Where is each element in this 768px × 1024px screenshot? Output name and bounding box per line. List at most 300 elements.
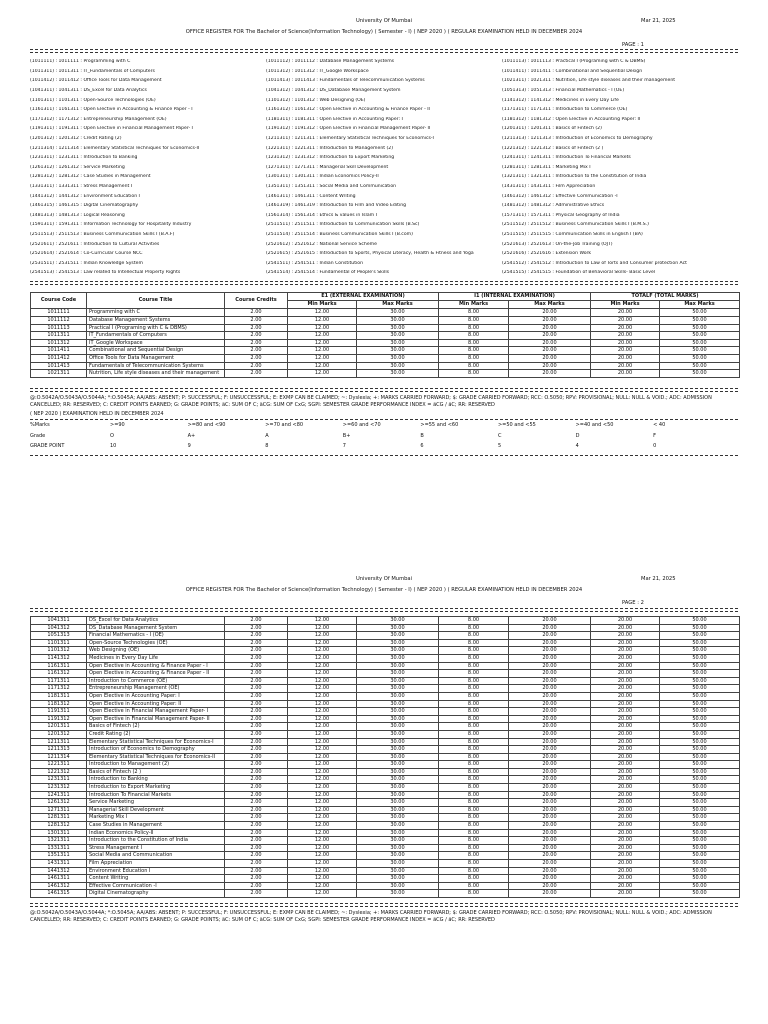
- course-code-entry: (1261312) : 1261312 : Service Marketing: [30, 164, 125, 170]
- i1-min-cell: 8.00: [439, 692, 509, 700]
- total-max-cell: 50.00: [660, 875, 740, 883]
- i1-min-cell: 8.00: [439, 844, 509, 852]
- course-code-entry: (1191311) : 1191311 : Open Elective in Financial Management Paper- I: [30, 126, 193, 132]
- course-code-cell: 1441312: [31, 867, 87, 875]
- total-max-cell: 50.00: [660, 882, 740, 890]
- e1-max-cell: 30.00: [357, 822, 439, 830]
- grade-value: D: [575, 432, 580, 439]
- course-code-entry: (1231311) : 1231311 : Introduction to Banking: [30, 155, 138, 161]
- course-code-cell: 1221311: [31, 761, 87, 769]
- total-max-cell: 50.00: [660, 355, 740, 363]
- total-min-cell: 20.00: [591, 799, 660, 807]
- course-code-entry: (1171311) : 1171311 : Introduction to Commerce (OE): [502, 107, 628, 113]
- i1-max-cell: 20.00: [509, 776, 591, 784]
- e1-min-cell: 12.00: [288, 339, 357, 347]
- course-title-cell: Introduction to Export Marketing: [87, 784, 225, 792]
- total-max-cell: 50.00: [660, 761, 740, 769]
- e1-max-cell: 30.00: [357, 317, 439, 325]
- e1-min-cell: 12.00: [288, 662, 357, 670]
- course-credits-cell: 2.00: [225, 738, 288, 746]
- course-title-cell: Elementary Statistical Techniques for Economics-I: [87, 738, 225, 746]
- university-name: University Of Mumbai: [355, 18, 413, 24]
- i1-min-cell: 8.00: [439, 685, 509, 693]
- grade-value: C: [497, 432, 502, 439]
- course-code-cell: 1201312: [31, 730, 87, 738]
- grade-value: A+: [187, 432, 196, 439]
- course-title-cell: Effective Communication -I: [87, 882, 225, 890]
- course-code-row: [30, 182, 738, 192]
- e1-min-cell: 12.00: [288, 829, 357, 837]
- course-code-cell: 1011411: [31, 347, 87, 355]
- i1-min-cell: 8.00: [439, 799, 509, 807]
- course-code-row: [30, 105, 738, 115]
- course-code-row: [30, 191, 738, 201]
- course-credits-cell: 2.00: [225, 617, 288, 625]
- e1-max-cell: 30.00: [357, 761, 439, 769]
- table-row: [31, 776, 740, 784]
- course-code-entry: (1211311) : 1211311 : Elementary Statistical Techniques for Economics-I: [266, 136, 434, 142]
- course-title-cell: Open-Source Technologies (OE): [87, 639, 225, 647]
- course-credits-cell: 2.00: [225, 692, 288, 700]
- course-code-row: [30, 143, 738, 153]
- course-code-entry: (1221312) : 1221312 : Basics of Fintech (2 ): [502, 145, 604, 151]
- e1-min-cell: 12.00: [288, 890, 357, 898]
- i1-max-cell: 20.00: [509, 829, 591, 837]
- e1-min-cell: 12.00: [288, 799, 357, 807]
- course-code-cell: 1011113: [31, 324, 87, 332]
- i1-max-cell: 20.00: [509, 791, 591, 799]
- i1-max-cell: 20.00: [509, 309, 591, 317]
- course-code-entry: (2511511) : 2511511 : Introduction to Communication Skills (B.Sc): [266, 222, 420, 228]
- i1-max-cell: 20.00: [509, 768, 591, 776]
- page-header: [0, 558, 768, 606]
- course-credits-cell: 2.00: [225, 829, 288, 837]
- course-code-entry: (1011411) : 1011411 : Combinational and Sequential Design: [502, 68, 643, 74]
- i1-max-cell: 20.00: [509, 632, 591, 640]
- header-e1-max: Max Marks: [357, 301, 439, 309]
- course-code-row: [30, 86, 738, 96]
- i1-max-cell: 20.00: [509, 639, 591, 647]
- course-code-cell: 1271311: [31, 806, 87, 814]
- total-min-cell: 20.00: [591, 639, 660, 647]
- page-header: [0, 0, 768, 48]
- course-credits-cell: 2.00: [225, 339, 288, 347]
- e1-min-cell: 12.00: [288, 746, 357, 754]
- table-row: [31, 685, 740, 693]
- total-max-cell: 50.00: [660, 799, 740, 807]
- course-code-entry: (1561314) : 1561314 : Ethics & values in Islam I: [266, 212, 377, 218]
- course-title-cell: Case Studies in Management: [87, 822, 225, 830]
- course-credits-cell: 2.00: [225, 806, 288, 814]
- legend-divider: [30, 903, 738, 907]
- course-code-cell: 1161312: [31, 670, 87, 678]
- course-code-entry: (1041312) : 1041312 : DS_Database Management System: [266, 88, 401, 94]
- course-code-row: [30, 153, 738, 163]
- course-title-cell: Elementary Statistical Techniques for Economics-II: [87, 753, 225, 761]
- e1-max-cell: 30.00: [357, 309, 439, 317]
- i1-min-cell: 8.00: [439, 647, 509, 655]
- course-code-entry: (2541514) : 2541514 : Fundamental of People's Skills: [266, 270, 390, 276]
- grade-value: >=70 and <80: [265, 422, 304, 429]
- total-min-cell: 20.00: [591, 806, 660, 814]
- e1-min-cell: 12.00: [288, 715, 357, 723]
- total-min-cell: 20.00: [591, 700, 660, 708]
- course-title-cell: Social Media and Communication: [87, 852, 225, 860]
- course-code-entry: (1191312) : 1191312 : Open Elective in Financial Management Paper- II: [266, 126, 431, 132]
- e1-min-cell: 12.00: [288, 837, 357, 845]
- report-title: OFFICE REGISTER FOR The Bachelor of Science(Information Technology) ( Semester - I) ( NEP 2020 ) ( REGULAR EXAMINATION HELD IN DECEMBER 2024: [185, 29, 583, 35]
- total-min-cell: 20.00: [591, 715, 660, 723]
- table-row: [31, 347, 740, 355]
- i1-max-cell: 20.00: [509, 647, 591, 655]
- report-title: OFFICE REGISTER FOR The Bachelor of Science(Information Technology) ( Semester - I) ( NEP 2020 ) ( REGULAR EXAMINATION HELD IN DECEMBER 2024: [185, 587, 583, 593]
- i1-min-cell: 8.00: [439, 814, 509, 822]
- course-code-row: [30, 211, 738, 221]
- i1-max-cell: 20.00: [509, 670, 591, 678]
- i1-min-cell: 8.00: [439, 700, 509, 708]
- e1-min-cell: 12.00: [288, 768, 357, 776]
- e1-min-cell: 12.00: [288, 867, 357, 875]
- e1-min-cell: 12.00: [288, 639, 357, 647]
- course-credits-cell: 2.00: [225, 324, 288, 332]
- course-credits-cell: 2.00: [225, 708, 288, 716]
- i1-min-cell: 8.00: [439, 662, 509, 670]
- course-code-cell: 1181311: [31, 692, 87, 700]
- table-row: [31, 362, 740, 370]
- course-credits-cell: 2.00: [225, 867, 288, 875]
- table-row: [31, 639, 740, 647]
- course-code-row: [30, 172, 738, 182]
- total-max-cell: 50.00: [660, 370, 740, 378]
- table-row: [31, 624, 740, 632]
- course-title-cell: IT_Google Workspace: [87, 339, 225, 347]
- e1-max-cell: 30.00: [357, 647, 439, 655]
- course-code-cell: 1211313: [31, 746, 87, 754]
- i1-min-cell: 8.00: [439, 776, 509, 784]
- i1-min-cell: 8.00: [439, 784, 509, 792]
- course-code-row: [30, 95, 738, 105]
- grade-row-label: Grade: [30, 432, 46, 439]
- i1-min-cell: 8.00: [439, 860, 509, 868]
- report-date: Mar 21, 2025: [641, 18, 676, 24]
- table-row: [31, 317, 740, 325]
- e1-max-cell: 30.00: [357, 662, 439, 670]
- i1-max-cell: 20.00: [509, 852, 591, 860]
- course-code-entry: (1101311) : 1101311 : Open-Source Technologies (OE): [30, 97, 156, 103]
- e1-min-cell: 12.00: [288, 685, 357, 693]
- i1-min-cell: 8.00: [439, 317, 509, 325]
- total-max-cell: 50.00: [660, 692, 740, 700]
- course-code-row: [30, 249, 738, 259]
- e1-max-cell: 30.00: [357, 844, 439, 852]
- legend-text: @:O.5042A/O.5043A/O.5044A; *:O.5045A; AA/ABS: ABSENT; P: SUCCESSFUL; F: UNSUCCESSFUL; E: EXMP CAN BE CLAIMED; ~: Dyslexia; +: MARKS CARRIED FORWARD; $: GRADE CARRIED FORWARD; RCC: O.5050; RPV: PROVISIONAL; NULL: NULL & VOID.; ADC: ADMISSION CANCELLED; RR: RESERVED; C: CREDIT POINTS EARNED; G: GRADE POINTS; äC: SUM OF C; äCG: SUM OF CxG; SGPI: SEMESTER GRADE PERFORMANCE INDEX = äCG / äC; RR: RESERVED: [30, 909, 712, 923]
- course-code-cell: 1211314: [31, 753, 87, 761]
- e1-min-cell: 12.00: [288, 738, 357, 746]
- course-code-entry: (1181312) : 1181312 : Open Elective in Accounting Paper: II: [502, 116, 641, 122]
- e1-min-cell: 12.00: [288, 677, 357, 685]
- e1-min-cell: 12.00: [288, 723, 357, 731]
- legend-text: @:O.5042A/O.5043A/O.5044A; *:O.5045A; AA/ABS: ABSENT; P: SUCCESSFUL; F: UNSUCCESSFUL; E: EXMP CAN BE CLAIMED; ~: Dyslexia; +: MARKS CARRIED FORWARD; $: GRADE CARRIED FORWARD; RCC: O.5050; RPV: PROVISIONAL; NULL: NULL & VOID.; ADC: ADMISSION CANCELLED; RR: RESERVED; C: CREDIT POINTS EARNED; G: GRADE POINTS; äC: SUM OF C; äCG: SUM OF CxG; SGPI: SEMESTER GRADE PERFORMANCE INDEX = äCG / äC; RR: RESERVED: [30, 394, 712, 408]
- table-row: [31, 700, 740, 708]
- total-max-cell: 50.00: [660, 339, 740, 347]
- total-max-cell: 50.00: [660, 362, 740, 370]
- course-code-entry: (1331311) : 1331311 : Stress Management I: [30, 184, 133, 190]
- grade-value: O: [110, 432, 114, 439]
- i1-min-cell: 8.00: [439, 347, 509, 355]
- total-min-cell: 20.00: [591, 617, 660, 625]
- course-code-entry: (2511515) : 2511515 : Communication Skills in English I (BA): [502, 231, 643, 237]
- e1-min-cell: 12.00: [288, 632, 357, 640]
- e1-max-cell: 30.00: [357, 768, 439, 776]
- e1-max-cell: 30.00: [357, 890, 439, 898]
- grade-value: 8: [265, 443, 269, 450]
- course-code-cell: 1211311: [31, 738, 87, 746]
- total-min-cell: 20.00: [591, 309, 660, 317]
- course-code-cell: 1011112: [31, 317, 87, 325]
- course-code-entry: (1321311) : 1321311 : Introduction to the Constitution of India: [502, 174, 647, 180]
- total-max-cell: 50.00: [660, 647, 740, 655]
- course-code-cell: 1461315: [31, 890, 87, 898]
- course-code-cell: 1051313: [31, 632, 87, 640]
- e1-min-cell: 12.00: [288, 814, 357, 822]
- course-credits-cell: 2.00: [225, 639, 288, 647]
- course-credits-cell: 2.00: [225, 654, 288, 662]
- course-credits-cell: 2.00: [225, 882, 288, 890]
- total-max-cell: 50.00: [660, 890, 740, 898]
- e1-min-cell: 12.00: [288, 324, 357, 332]
- e1-max-cell: 30.00: [357, 730, 439, 738]
- course-code-entry: (2511513) : 2511513 : Business Communication Skills I (B.A.F): [30, 231, 175, 237]
- table-row: [31, 867, 740, 875]
- course-credits-cell: 2.00: [225, 317, 288, 325]
- course-code-entry: (1431311) : 1431311 : Film Appreciation: [502, 184, 596, 190]
- total-min-cell: 20.00: [591, 784, 660, 792]
- course-credits-cell: 2.00: [225, 844, 288, 852]
- e1-min-cell: 12.00: [288, 784, 357, 792]
- course-code-entry: (1141312) : 1141312 : Medicines in Every Day Life: [502, 97, 619, 103]
- course-title-cell: Open Elective in Accounting & Finance Paper - I: [87, 662, 225, 670]
- course-title-cell: Managerial Skill Development: [87, 806, 225, 814]
- table-row: [31, 670, 740, 678]
- total-min-cell: 20.00: [591, 746, 660, 754]
- table-row: [31, 837, 740, 845]
- e1-max-cell: 30.00: [357, 753, 439, 761]
- total-min-cell: 20.00: [591, 867, 660, 875]
- grade-value: B+: [342, 432, 351, 439]
- course-code-cell: 1011111: [31, 309, 87, 317]
- total-min-cell: 20.00: [591, 776, 660, 784]
- course-code-cell: 1241311: [31, 791, 87, 799]
- i1-max-cell: 20.00: [509, 347, 591, 355]
- total-max-cell: 50.00: [660, 670, 740, 678]
- course-code-list: [30, 57, 738, 278]
- course-code-entry: (1351311) : 1351311 : Social Media and Communication: [266, 184, 397, 190]
- course-credits-cell: 2.00: [225, 309, 288, 317]
- i1-max-cell: 20.00: [509, 844, 591, 852]
- e1-min-cell: 12.00: [288, 708, 357, 716]
- total-min-cell: 20.00: [591, 317, 660, 325]
- e1-max-cell: 30.00: [357, 685, 439, 693]
- grade-end-divider: [30, 455, 738, 456]
- e1-max-cell: 30.00: [357, 799, 439, 807]
- i1-max-cell: 20.00: [509, 677, 591, 685]
- grade-value: 7: [342, 443, 346, 450]
- grade-value: >=55 and <60: [420, 422, 459, 429]
- course-credits-cell: 2.00: [225, 685, 288, 693]
- e1-max-cell: 30.00: [357, 670, 439, 678]
- i1-max-cell: 20.00: [509, 837, 591, 845]
- total-max-cell: 50.00: [660, 309, 740, 317]
- total-min-cell: 20.00: [591, 730, 660, 738]
- course-code-cell: 1041311: [31, 617, 87, 625]
- total-max-cell: 50.00: [660, 715, 740, 723]
- course-code-entry: (1051313) : 1051313 : Financial Mathematics - I (OE): [502, 88, 625, 94]
- i1-min-cell: 8.00: [439, 738, 509, 746]
- table-row: [31, 890, 740, 898]
- course-credits-cell: 2.00: [225, 753, 288, 761]
- e1-min-cell: 12.00: [288, 624, 357, 632]
- i1-max-cell: 20.00: [509, 324, 591, 332]
- total-max-cell: 50.00: [660, 829, 740, 837]
- table-row: [31, 617, 740, 625]
- course-credits-cell: 2.00: [225, 347, 288, 355]
- table-row: [31, 875, 740, 883]
- course-code-entry: (1011112) : 1011112 : Database Management Systems: [266, 59, 395, 65]
- total-max-cell: 50.00: [660, 654, 740, 662]
- total-max-cell: 50.00: [660, 723, 740, 731]
- total-max-cell: 50.00: [660, 738, 740, 746]
- course-code-entry: (1281311) : 1281311 : Marketing Mix I: [502, 164, 591, 170]
- e1-max-cell: 30.00: [357, 339, 439, 347]
- header-course-code: Course Code: [31, 292, 87, 309]
- table-row: [31, 708, 740, 716]
- course-title-cell: Open Elective in Financial Management Paper- II: [87, 715, 225, 723]
- table-row: [31, 860, 740, 868]
- course-code-entry: (1231312) : 1231312 : Introduction to Export Marketing: [266, 155, 395, 161]
- e1-min-cell: 12.00: [288, 822, 357, 830]
- table-row: [31, 692, 740, 700]
- course-code-row: [30, 258, 738, 268]
- e1-max-cell: 30.00: [357, 715, 439, 723]
- i1-max-cell: 20.00: [509, 746, 591, 754]
- e1-min-cell: 12.00: [288, 730, 357, 738]
- total-min-cell: 20.00: [591, 332, 660, 340]
- course-code-row: [30, 115, 738, 125]
- course-code-cell: 1321311: [31, 837, 87, 845]
- i1-max-cell: 20.00: [509, 882, 591, 890]
- course-code-row: [30, 134, 738, 144]
- course-code-entry: (1271311) : 1271311 : Managerial Skill Development: [266, 164, 389, 170]
- course-credits-cell: 2.00: [225, 875, 288, 883]
- course-code-entry: (1461315) : 1461315 : Digital Cinematography: [30, 203, 139, 209]
- i1-min-cell: 8.00: [439, 761, 509, 769]
- course-code-row: [30, 201, 738, 211]
- course-title-cell: Database Management Systems: [87, 317, 225, 325]
- i1-max-cell: 20.00: [509, 784, 591, 792]
- course-code-entry: (2521615) : 2521615 : Introduction to Sports, Physical Literacy, Health & Fitness and Yoga: [266, 251, 474, 257]
- i1-min-cell: 8.00: [439, 677, 509, 685]
- course-code-entry: (1161311) : 1161311 : Open Elective in Accounting & Finance Paper - I: [30, 107, 193, 113]
- i1-max-cell: 20.00: [509, 738, 591, 746]
- i1-min-cell: 8.00: [439, 715, 509, 723]
- e1-min-cell: 12.00: [288, 844, 357, 852]
- total-min-cell: 20.00: [591, 692, 660, 700]
- e1-max-cell: 30.00: [357, 746, 439, 754]
- i1-max-cell: 20.00: [509, 723, 591, 731]
- table-row: [31, 632, 740, 640]
- course-code-cell: 1101312: [31, 647, 87, 655]
- grade-row-label: %Marks: [30, 422, 50, 429]
- course-title-cell: Web Designing (OE): [87, 647, 225, 655]
- grade-value: >=80 and <90: [187, 422, 226, 429]
- course-credits-cell: 2.00: [225, 799, 288, 807]
- course-title-cell: Introduction of Economics to Demography: [87, 746, 225, 754]
- course-code-entry: (2521616) : 2521616 : Extension Work: [502, 251, 592, 257]
- total-min-cell: 20.00: [591, 339, 660, 347]
- e1-max-cell: 30.00: [357, 806, 439, 814]
- total-min-cell: 20.00: [591, 670, 660, 678]
- total-min-cell: 20.00: [591, 753, 660, 761]
- table-row: [31, 324, 740, 332]
- course-code-entry: (2521612) : 2521612 : National Service Scheme: [266, 241, 377, 247]
- table-row: [31, 662, 740, 670]
- e1-max-cell: 30.00: [357, 882, 439, 890]
- table-row: [31, 730, 740, 738]
- course-title-cell: Medicines in Every Day Life: [87, 654, 225, 662]
- course-code-cell: 1011413: [31, 362, 87, 370]
- table-row: [31, 715, 740, 723]
- course-code-cell: 1351311: [31, 852, 87, 860]
- i1-max-cell: 20.00: [509, 355, 591, 363]
- course-credits-cell: 2.00: [225, 852, 288, 860]
- total-min-cell: 20.00: [591, 723, 660, 731]
- course-code-entry: (1301311) : 1301311 : Indian Economics Policy-II: [266, 174, 379, 180]
- total-min-cell: 20.00: [591, 844, 660, 852]
- e1-max-cell: 30.00: [357, 776, 439, 784]
- i1-min-cell: 8.00: [439, 624, 509, 632]
- course-code-entry: (1461311) : 1461311 : Content Writing: [266, 193, 356, 199]
- i1-min-cell: 8.00: [439, 639, 509, 647]
- table-row: [31, 309, 740, 317]
- marks-table: [30, 292, 740, 378]
- grade-value: >=40 and <50: [575, 422, 614, 429]
- total-min-cell: 20.00: [591, 768, 660, 776]
- course-code-cell: 1041312: [31, 624, 87, 632]
- course-code-entry: (1161312) : 1161312 : Open Elective in Accounting & Finance Paper - II: [266, 107, 430, 113]
- total-max-cell: 50.00: [660, 746, 740, 754]
- e1-min-cell: 12.00: [288, 776, 357, 784]
- i1-max-cell: 20.00: [509, 339, 591, 347]
- course-credits-cell: 2.00: [225, 860, 288, 868]
- e1-min-cell: 12.00: [288, 654, 357, 662]
- course-credits-cell: 2.00: [225, 670, 288, 678]
- table-row: [31, 654, 740, 662]
- course-credits-cell: 2.00: [225, 890, 288, 898]
- e1-max-cell: 30.00: [357, 837, 439, 845]
- course-code-cell: 1201311: [31, 723, 87, 731]
- course-title-cell: Practical I (Programing with C & DBMS): [87, 324, 225, 332]
- course-code-cell: 1231311: [31, 776, 87, 784]
- e1-max-cell: 30.00: [357, 639, 439, 647]
- i1-max-cell: 20.00: [509, 654, 591, 662]
- i1-min-cell: 8.00: [439, 370, 509, 378]
- e1-max-cell: 30.00: [357, 784, 439, 792]
- table-row: [31, 829, 740, 837]
- course-code-entry: (1481312) : 1481312 : Administrative Ethics: [502, 203, 605, 209]
- table-row: [31, 806, 740, 814]
- course-code-entry: (1201312) : 1201312 : Credit Rating (2): [30, 136, 122, 142]
- table-row: [31, 723, 740, 731]
